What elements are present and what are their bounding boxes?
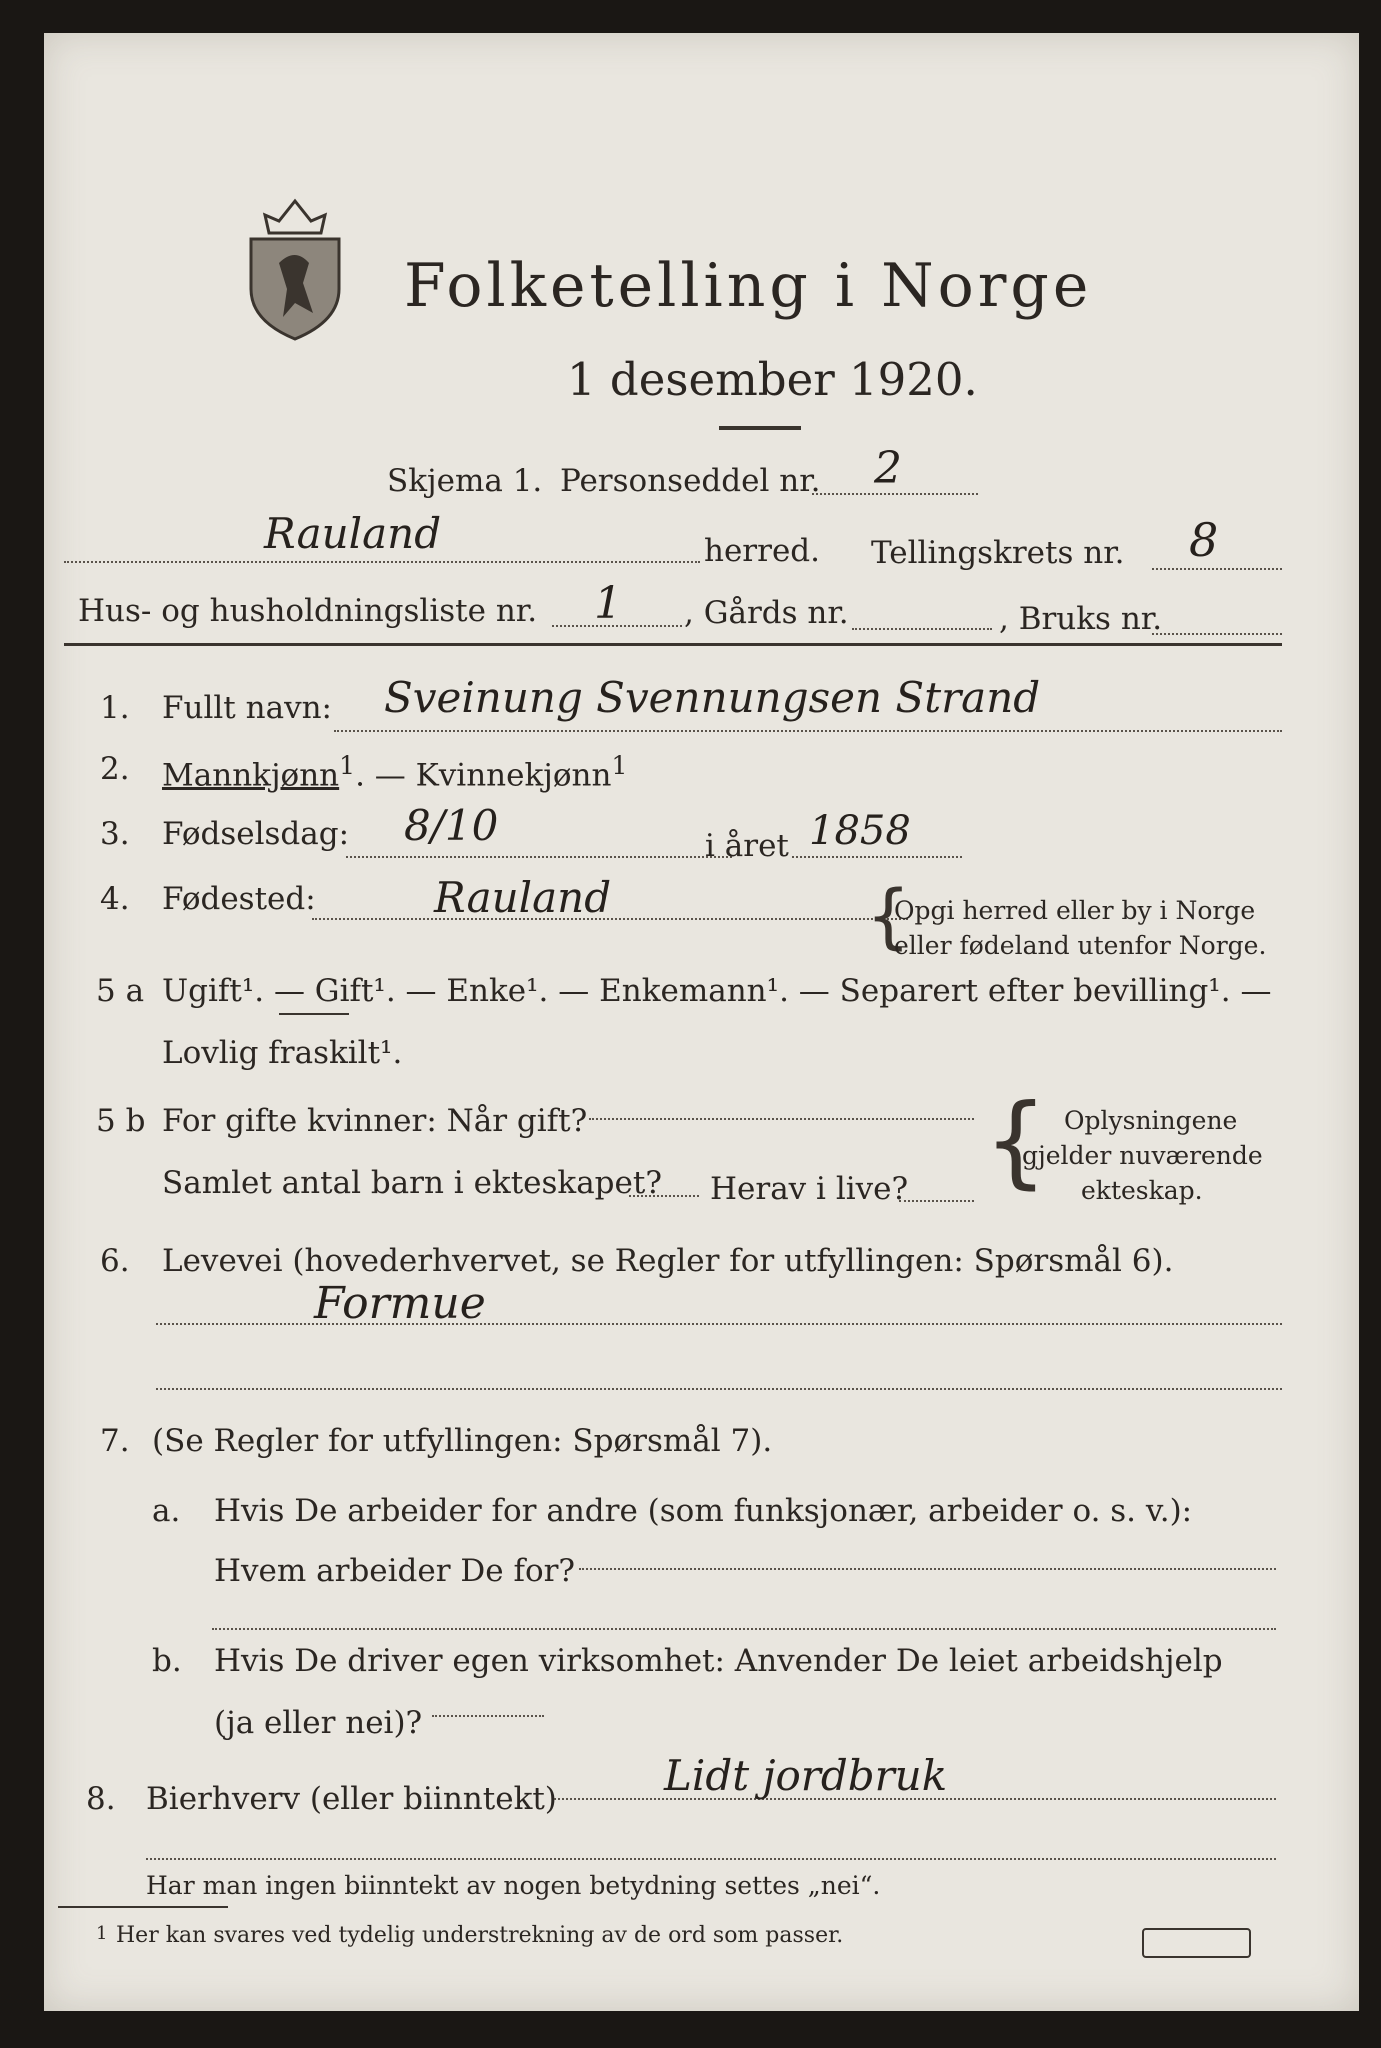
q7a-question: Hvis De arbeider for andre (som funksjonær, arbeider o. s. v.): [214,1493,1193,1529]
birthplace-note-1: Opgi herred eller by i Norge [894,896,1256,925]
form-title: Folketelling i Norge [404,251,1093,321]
q5b-note-brace: { [984,1082,1048,1199]
occupation-line-2 [156,1388,1282,1390]
children-line [629,1195,699,1197]
footnote-number: 1 [96,1923,108,1944]
q2-number: 2. [100,751,130,787]
q8-label: Bierhverv (eller biinntekt) [146,1781,557,1817]
marital-status-options: Ugift¹. — Gift¹. — Enke¹. — Enkemann¹. — Separert efter bevilling¹. — [162,973,1272,1009]
married-when-line [589,1118,974,1120]
birthday-line [346,856,732,858]
herred-line [64,561,700,563]
alive-line [899,1200,974,1202]
marital-status-options-2: Lovlig fraskilt¹. [162,1035,403,1071]
male-footnote-mark: 1 [339,751,356,780]
schema-label: Skjema 1. [387,463,543,499]
q5a-number: 5 a [96,973,145,1009]
header-separator [64,643,1282,646]
q3-year-label: i året [705,828,789,864]
q1-number: 1. [100,690,130,726]
q7-number: 7. [100,1423,130,1459]
printer-stamp-icon [1142,1928,1251,1958]
birthday-value: 8/10 [404,801,499,850]
birthyear-value: 1858 [809,808,911,854]
herred-value: Rauland [264,509,442,558]
q7a-employer-label: Hvem arbeider De for? [214,1553,576,1589]
birthplace-note-2: eller fødeland utenfor Norge. [894,931,1267,960]
side-income-line-2 [146,1858,1276,1860]
q5b-married-when-label: For gifte kvinner: Når gift? [162,1103,588,1139]
q4-number: 4. [100,881,130,917]
gift-underline [279,1013,349,1015]
q7a-letter: a. [152,1493,181,1529]
q5b-note-2: gjelder nuværende [1022,1141,1263,1170]
q6-label: Levevei (hovederhvervet, se Regler for utfyllingen: Spørsmål 6). [162,1243,1174,1279]
q5b-alive-label: Herav i live? [710,1171,909,1207]
personseddel-value: 2 [874,443,902,494]
q1-line [334,730,1282,732]
footnote-divider [58,1906,228,1908]
tellingskrets-label: Tellingskrets nr. [871,535,1125,571]
gender-row [162,751,627,793]
birthplace-value: Rauland [434,873,612,922]
female-footnote-mark: 1 [611,751,628,780]
q5b-note-3: ekteskap. [1081,1176,1203,1205]
bruks-line [1152,633,1282,635]
personseddel-label: Personseddel nr. [560,463,821,499]
herred-label: herred. [704,533,820,569]
employer-line-2 [212,1628,1276,1630]
gards-line [852,628,992,630]
q7b-letter: b. [152,1643,182,1679]
q8-number: 8. [86,1781,116,1817]
tellingskrets-value: 8 [1189,513,1219,567]
title-divider [719,426,801,430]
no-income-note: Har man ingen biinntekt av nogen betydning settes „nei“. [146,1871,881,1900]
full-name-value: Sveinung Svennungsen Strand [384,673,1041,722]
q6-number: 6. [100,1243,130,1279]
husholdning-label: Hus- og husholdningsliste nr. [78,593,538,629]
q1-label: Fullt navn: [162,690,332,726]
q7-label: (Se Regler for utfyllingen: Spørsmål 7). [152,1423,773,1459]
husholdning-value: 1 [594,578,622,629]
q7b-yes-no-label: (ja eller nei)? [214,1705,423,1741]
q3-number: 3. [100,816,130,852]
birthyear-line [792,856,962,858]
tellingskrets-line [1152,568,1282,570]
bruks-label: , Bruks nr. [999,601,1163,637]
female-option: Kvinnekjønn [415,757,612,794]
side-income-value: Lidt jordbruk [664,1751,948,1800]
birthplace-note-brace: { [866,875,911,957]
footnote-text: Her kan svares ved tydelig understrekning av de ord som passer. [116,1923,844,1948]
gender-separator: . — [355,757,416,794]
gards-label: , Gårds nr. [684,595,849,631]
q5b-children-label: Samlet antal barn i ekteskapet? [162,1165,662,1201]
q7b-question: Hvis De driver egen virksomhet: Anvender De leiet arbeidshjelp [214,1643,1223,1679]
census-date: 1 desember 1920. [567,353,978,406]
q3-label: Fødselsdag: [162,816,350,852]
q5b-note-1: Oplysningene [1064,1106,1238,1135]
q4-label: Fødested: [162,881,316,917]
occupation-line-1 [156,1323,1282,1325]
hired-help-line [432,1715,544,1717]
occupation-value: Formue [314,1278,486,1329]
census-form-page [44,33,1359,2011]
employer-line-1 [579,1568,1276,1570]
male-option: Mannkjønn [162,757,340,794]
norwegian-lion-shield-icon [239,193,351,343]
q5b-number: 5 b [96,1103,146,1139]
